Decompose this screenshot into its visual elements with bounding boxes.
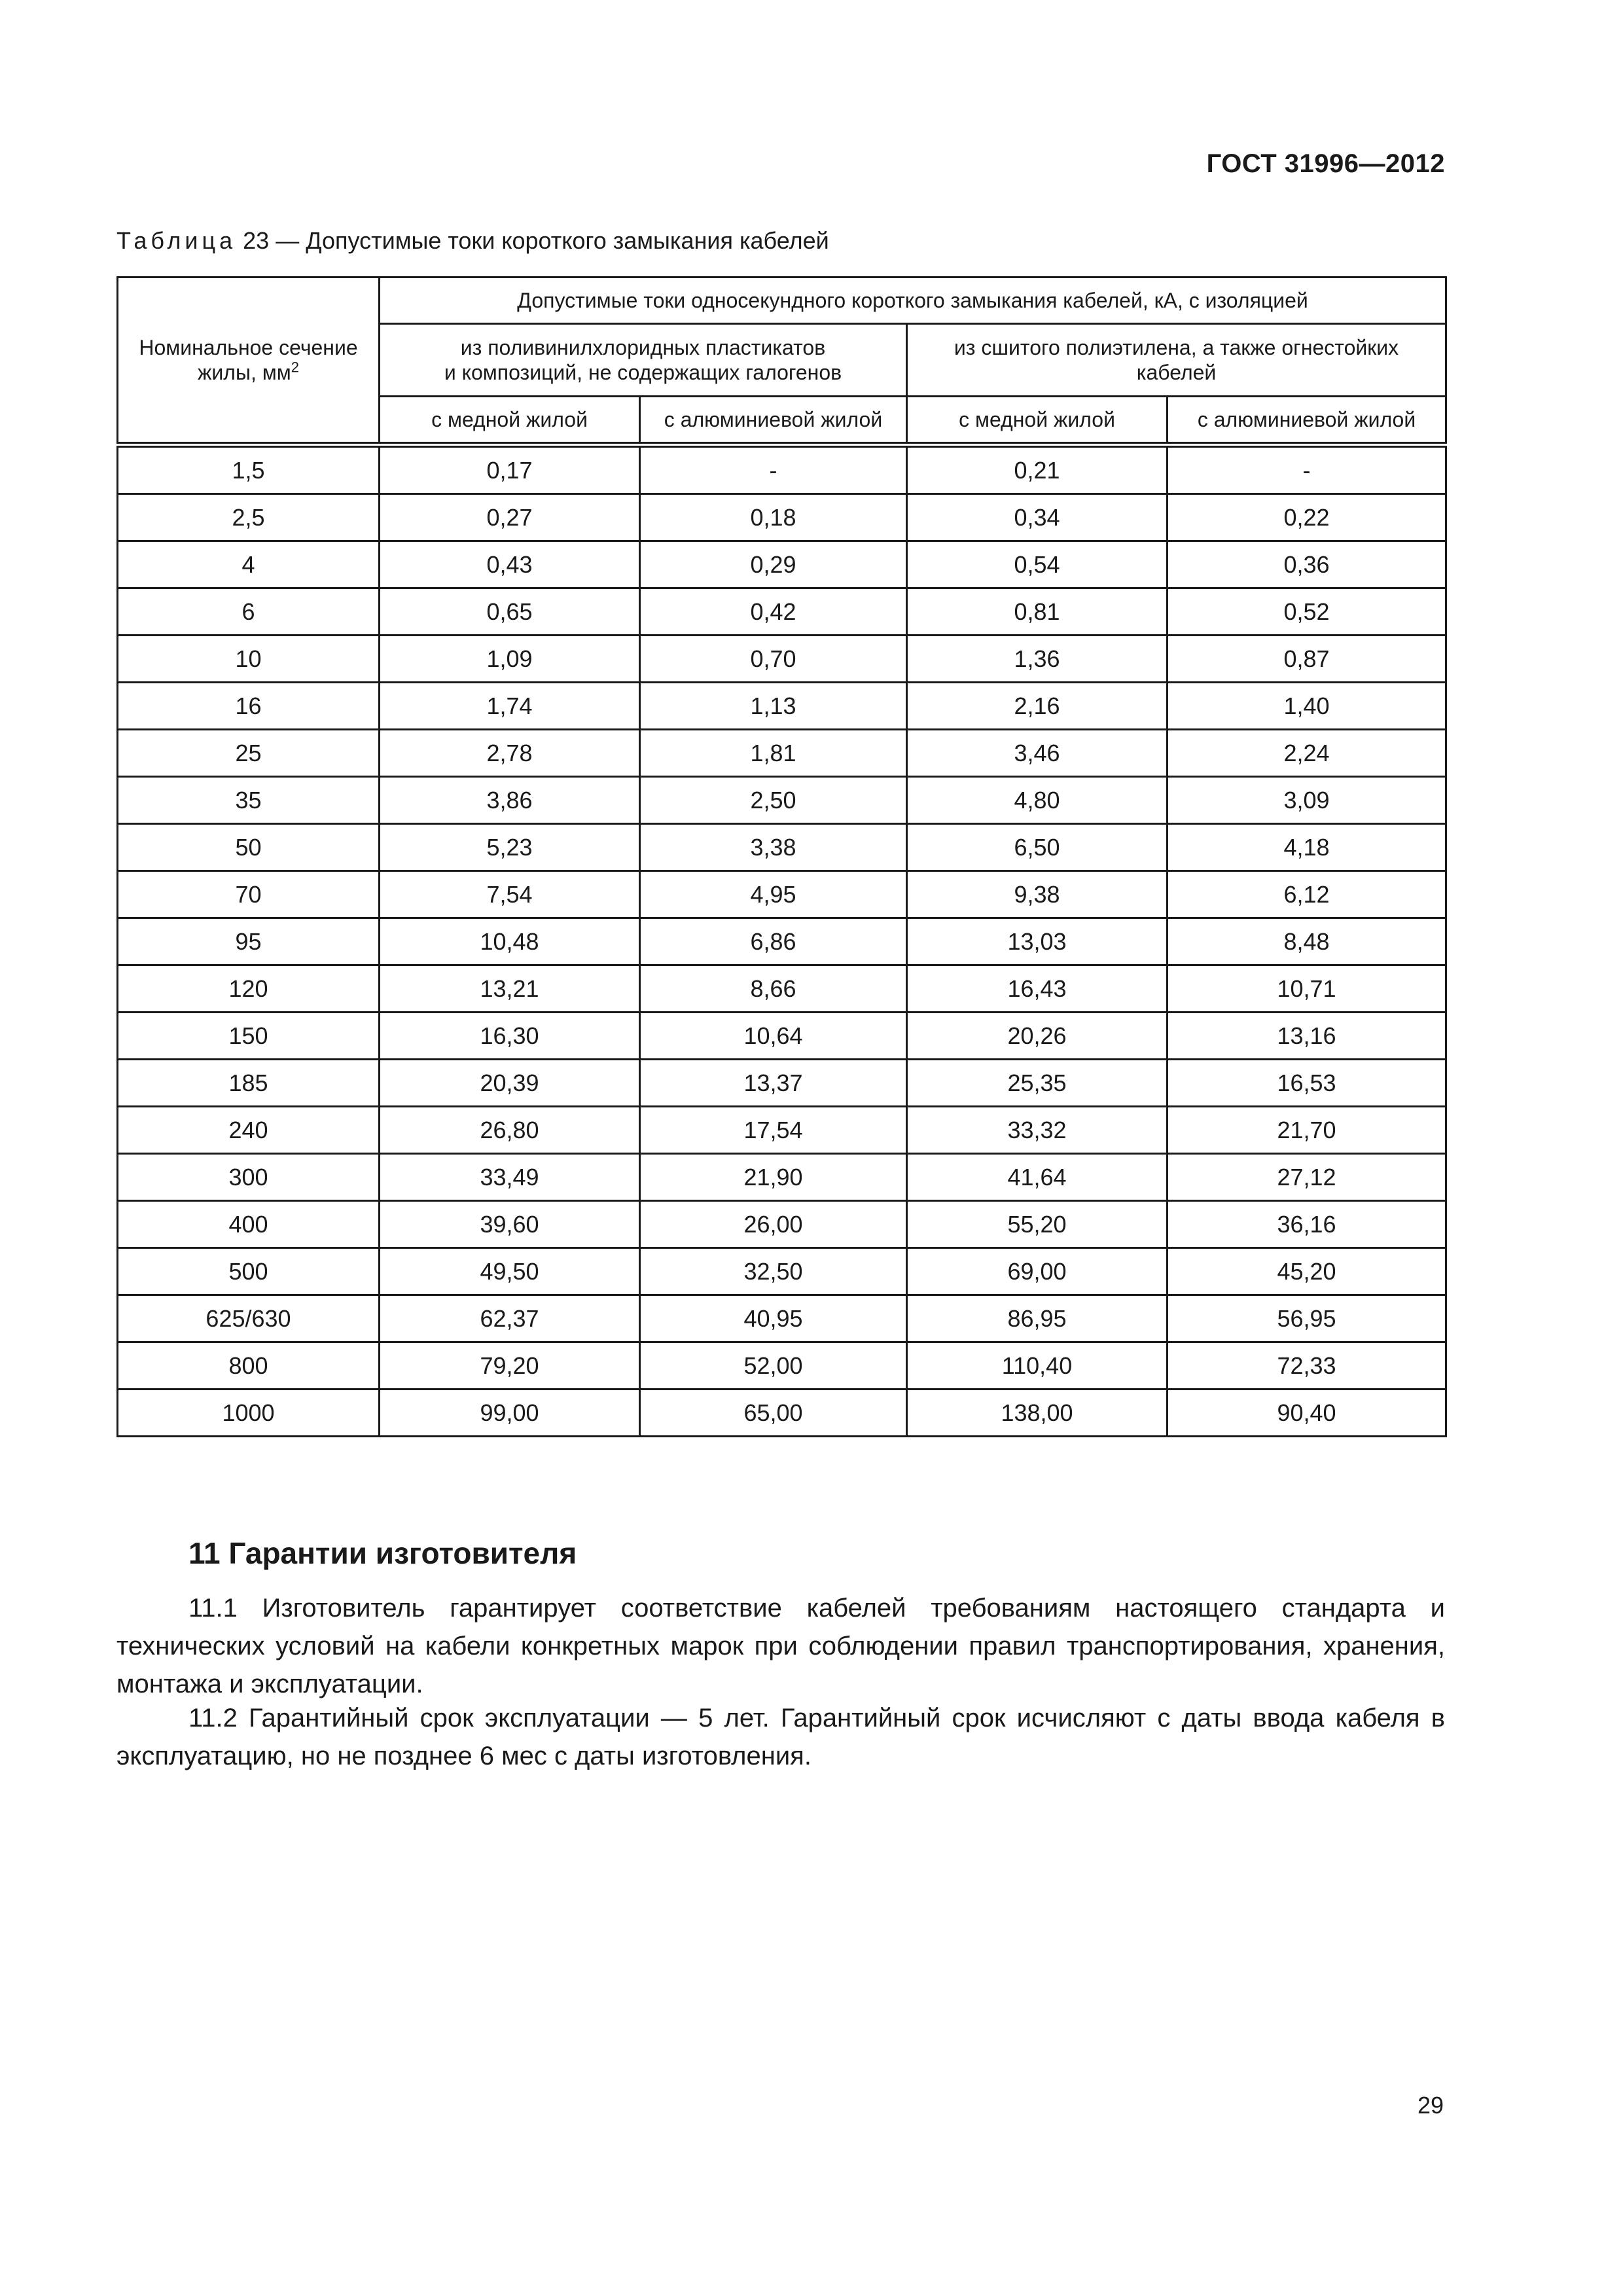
cell-xlpe-aluminum: - [1168,445,1446,494]
table-row [118,965,1446,1013]
cell-section: 25 [118,730,380,777]
cell-xlpe-copper: 69,00 [907,1248,1168,1295]
cell-pvc-copper: 20,39 [380,1060,640,1107]
cell-xlpe-aluminum: 10,71 [1168,965,1446,1013]
cell-xlpe-aluminum: 0,36 [1168,541,1446,588]
cell-section: 120 [118,965,380,1013]
cell-xlpe-copper: 9,38 [907,871,1168,918]
table-row [118,1390,1446,1437]
cell-pvc-copper: 16,30 [380,1013,640,1060]
cell-xlpe-copper: 110,40 [907,1342,1168,1390]
cell-pvc-copper: 13,21 [380,965,640,1013]
table-row [118,730,1446,777]
cell-xlpe-aluminum: 2,24 [1168,730,1446,777]
cell-pvc-aluminum: - [640,445,907,494]
cell-pvc-aluminum: 2,50 [640,777,907,824]
cell-pvc-aluminum: 10,64 [640,1013,907,1060]
cell-pvc-copper: 26,80 [380,1107,640,1154]
cell-pvc-copper: 0,27 [380,494,640,541]
cell-xlpe-aluminum: 8,48 [1168,918,1446,965]
table-caption [116,227,829,255]
header-xlpe-copper: с медной жилой [907,397,1168,445]
cell-xlpe-copper: 0,21 [907,445,1168,494]
document-code: ГОСТ 31996—2012 [1206,149,1445,178]
table-row [118,1295,1446,1342]
cell-pvc-copper: 3,86 [380,777,640,824]
cell-pvc-aluminum: 0,18 [640,494,907,541]
cell-section: 300 [118,1154,380,1201]
cell-pvc-copper: 5,23 [380,824,640,871]
cell-pvc-copper: 1,09 [380,636,640,683]
cell-xlpe-copper: 13,03 [907,918,1168,965]
cell-section: 625/630 [118,1295,380,1342]
cell-xlpe-copper: 3,46 [907,730,1168,777]
table-row [118,1342,1446,1390]
cell-pvc-copper: 99,00 [380,1390,640,1437]
cell-pvc-copper: 0,43 [380,541,640,588]
header-xlpe-aluminum: с алюминиевой жилой [1168,397,1446,445]
cell-xlpe-aluminum: 36,16 [1168,1201,1446,1248]
cell-pvc-aluminum: 21,90 [640,1154,907,1201]
cell-section: 2,5 [118,494,380,541]
cell-section: 150 [118,1013,380,1060]
cell-xlpe-copper: 86,95 [907,1295,1168,1342]
cell-xlpe-copper: 2,16 [907,683,1168,730]
table-row [118,1107,1446,1154]
cell-pvc-aluminum: 0,29 [640,541,907,588]
cell-xlpe-aluminum: 4,18 [1168,824,1446,871]
cell-xlpe-copper: 0,54 [907,541,1168,588]
cell-xlpe-copper: 20,26 [907,1013,1168,1060]
table-row [118,918,1446,965]
header-nominal-section: Номинальное сечение жилы, $мм^2$ [118,278,380,445]
cell-xlpe-copper: 25,35 [907,1060,1168,1107]
cell-xlpe-copper: 0,81 [907,588,1168,636]
cell-section: 35 [118,777,380,824]
cell-xlpe-aluminum: 0,22 [1168,494,1446,541]
cell-pvc-copper: 2,78 [380,730,640,777]
cell-xlpe-copper: 16,43 [907,965,1168,1013]
table-row [118,1248,1446,1295]
cell-xlpe-copper: 1,36 [907,636,1168,683]
table-row [118,683,1446,730]
cell-xlpe-copper: 4,80 [907,777,1168,824]
cell-section: 240 [118,1107,380,1154]
cell-xlpe-aluminum: 0,52 [1168,588,1446,636]
cell-xlpe-aluminum: 21,70 [1168,1107,1446,1154]
cell-section: 70 [118,871,380,918]
table-row [118,445,1446,494]
cell-pvc-copper: 0,65 [380,588,640,636]
cell-pvc-copper: 1,74 [380,683,640,730]
cell-section: 1000 [118,1390,380,1437]
table-row [118,636,1446,683]
cell-xlpe-aluminum: 72,33 [1168,1342,1446,1390]
cell-pvc-copper: 0,17 [380,445,640,494]
cell-xlpe-aluminum: 3,09 [1168,777,1446,824]
cell-pvc-aluminum: 4,95 [640,871,907,918]
cell-xlpe-aluminum: 13,16 [1168,1013,1446,1060]
header-allowable-currents: Допустимые токи односекундного короткого замыкания кабелей, кА, с изоляцией [380,278,1446,324]
cell-section: 50 [118,824,380,871]
superscript-2: 2 [291,359,299,376]
table-caption-prefix: Таблица [116,227,237,254]
cell-pvc-aluminum: 1,81 [640,730,907,777]
cell-xlpe-copper: 41,64 [907,1154,1168,1201]
cell-pvc-copper: 39,60 [380,1201,640,1248]
page-number: 29 [1417,2092,1444,2119]
table-caption-text: 23 — Допустимые токи короткого замыкания кабелей [236,227,829,254]
cell-section: 800 [118,1342,380,1390]
table-row [118,871,1446,918]
short-circuit-currents-table [116,276,1447,1437]
cell-xlpe-aluminum: 0,87 [1168,636,1446,683]
paragraph-11-1: 11.1 Изготовитель гарантирует соответствие кабелей требованиям настоящего стандарта и технических условий на кабели конкретных марок при соблюдении правил транспортирования, хранения, монтажа и эксплуатации. [116,1594,1445,1698]
table-row [118,1013,1446,1060]
cell-pvc-aluminum: 6,86 [640,918,907,965]
cell-pvc-copper: 7,54 [380,871,640,918]
section-title: 11 Гарантии изготовителя [188,1536,577,1570]
cell-xlpe-copper: 6,50 [907,824,1168,871]
header-pvc-copper: с медной жилой [380,397,640,445]
cell-xlpe-aluminum: 6,12 [1168,871,1446,918]
cell-xlpe-aluminum: 56,95 [1168,1295,1446,1342]
table-row [118,541,1446,588]
cell-section: 400 [118,1201,380,1248]
cell-xlpe-aluminum: 1,40 [1168,683,1446,730]
cell-section: 10 [118,636,380,683]
cell-section: 185 [118,1060,380,1107]
cell-pvc-aluminum: 17,54 [640,1107,907,1154]
table-row [118,777,1446,824]
cell-pvc-aluminum: 1,13 [640,683,907,730]
header-pvc-insulation [380,324,907,397]
cell-pvc-aluminum: 8,66 [640,965,907,1013]
table-row [118,1154,1446,1201]
cell-pvc-copper: 49,50 [380,1248,640,1295]
cell-section: 16 [118,683,380,730]
cell-pvc-aluminum: 0,70 [640,636,907,683]
cell-xlpe-aluminum: 45,20 [1168,1248,1446,1295]
table-header-row [118,278,1446,324]
table-body [118,445,1446,1437]
header-xlpe-insulation: из сшитого полиэтилена, а также огнестойких кабелей [907,324,1446,397]
cell-xlpe-aluminum: 27,12 [1168,1154,1446,1201]
table-row [118,588,1446,636]
cell-pvc-aluminum: 32,50 [640,1248,907,1295]
cell-pvc-aluminum: 3,38 [640,824,907,871]
cell-pvc-aluminum: 52,00 [640,1342,907,1390]
cell-xlpe-copper: 138,00 [907,1390,1168,1437]
paragraph-11-2: 11.2 Гарантийный срок эксплуатации — 5 лет. Гарантийный срок исчисляют с даты ввода кабеля в эксплуатацию, но не позднее 6 мес с даты изготовления. [116,1704,1445,1770]
table-row [118,1201,1446,1248]
cell-pvc-copper: 62,37 [380,1295,640,1342]
cell-xlpe-copper: 55,20 [907,1201,1168,1248]
header-pvc-line-2: и композиций, не содержащих галогенов [444,361,842,384]
cell-pvc-aluminum: 0,42 [640,588,907,636]
table-row [118,824,1446,871]
cell-xlpe-aluminum: 90,40 [1168,1390,1446,1437]
cell-pvc-aluminum: 13,37 [640,1060,907,1107]
table-row [118,494,1446,541]
cell-section: 95 [118,918,380,965]
cell-section: 6 [118,588,380,636]
cell-xlpe-copper: 0,34 [907,494,1168,541]
cell-pvc-copper: 79,20 [380,1342,640,1390]
cell-pvc-copper: 33,49 [380,1154,640,1201]
table-row [118,1060,1446,1107]
header-pvc-line-1: из поливинилхлоридных пластикатов [460,336,826,359]
header-pvc-aluminum: с алюминиевой жилой [640,397,907,445]
cell-pvc-copper: 10,48 [380,918,640,965]
cell-pvc-aluminum: 65,00 [640,1390,907,1437]
cell-pvc-aluminum: 40,95 [640,1295,907,1342]
cell-xlpe-aluminum: 16,53 [1168,1060,1446,1107]
cell-section: 500 [118,1248,380,1295]
cell-pvc-aluminum: 26,00 [640,1201,907,1248]
cell-section: 4 [118,541,380,588]
cell-xlpe-copper: 33,32 [907,1107,1168,1154]
cell-section: 1,5 [118,445,380,494]
